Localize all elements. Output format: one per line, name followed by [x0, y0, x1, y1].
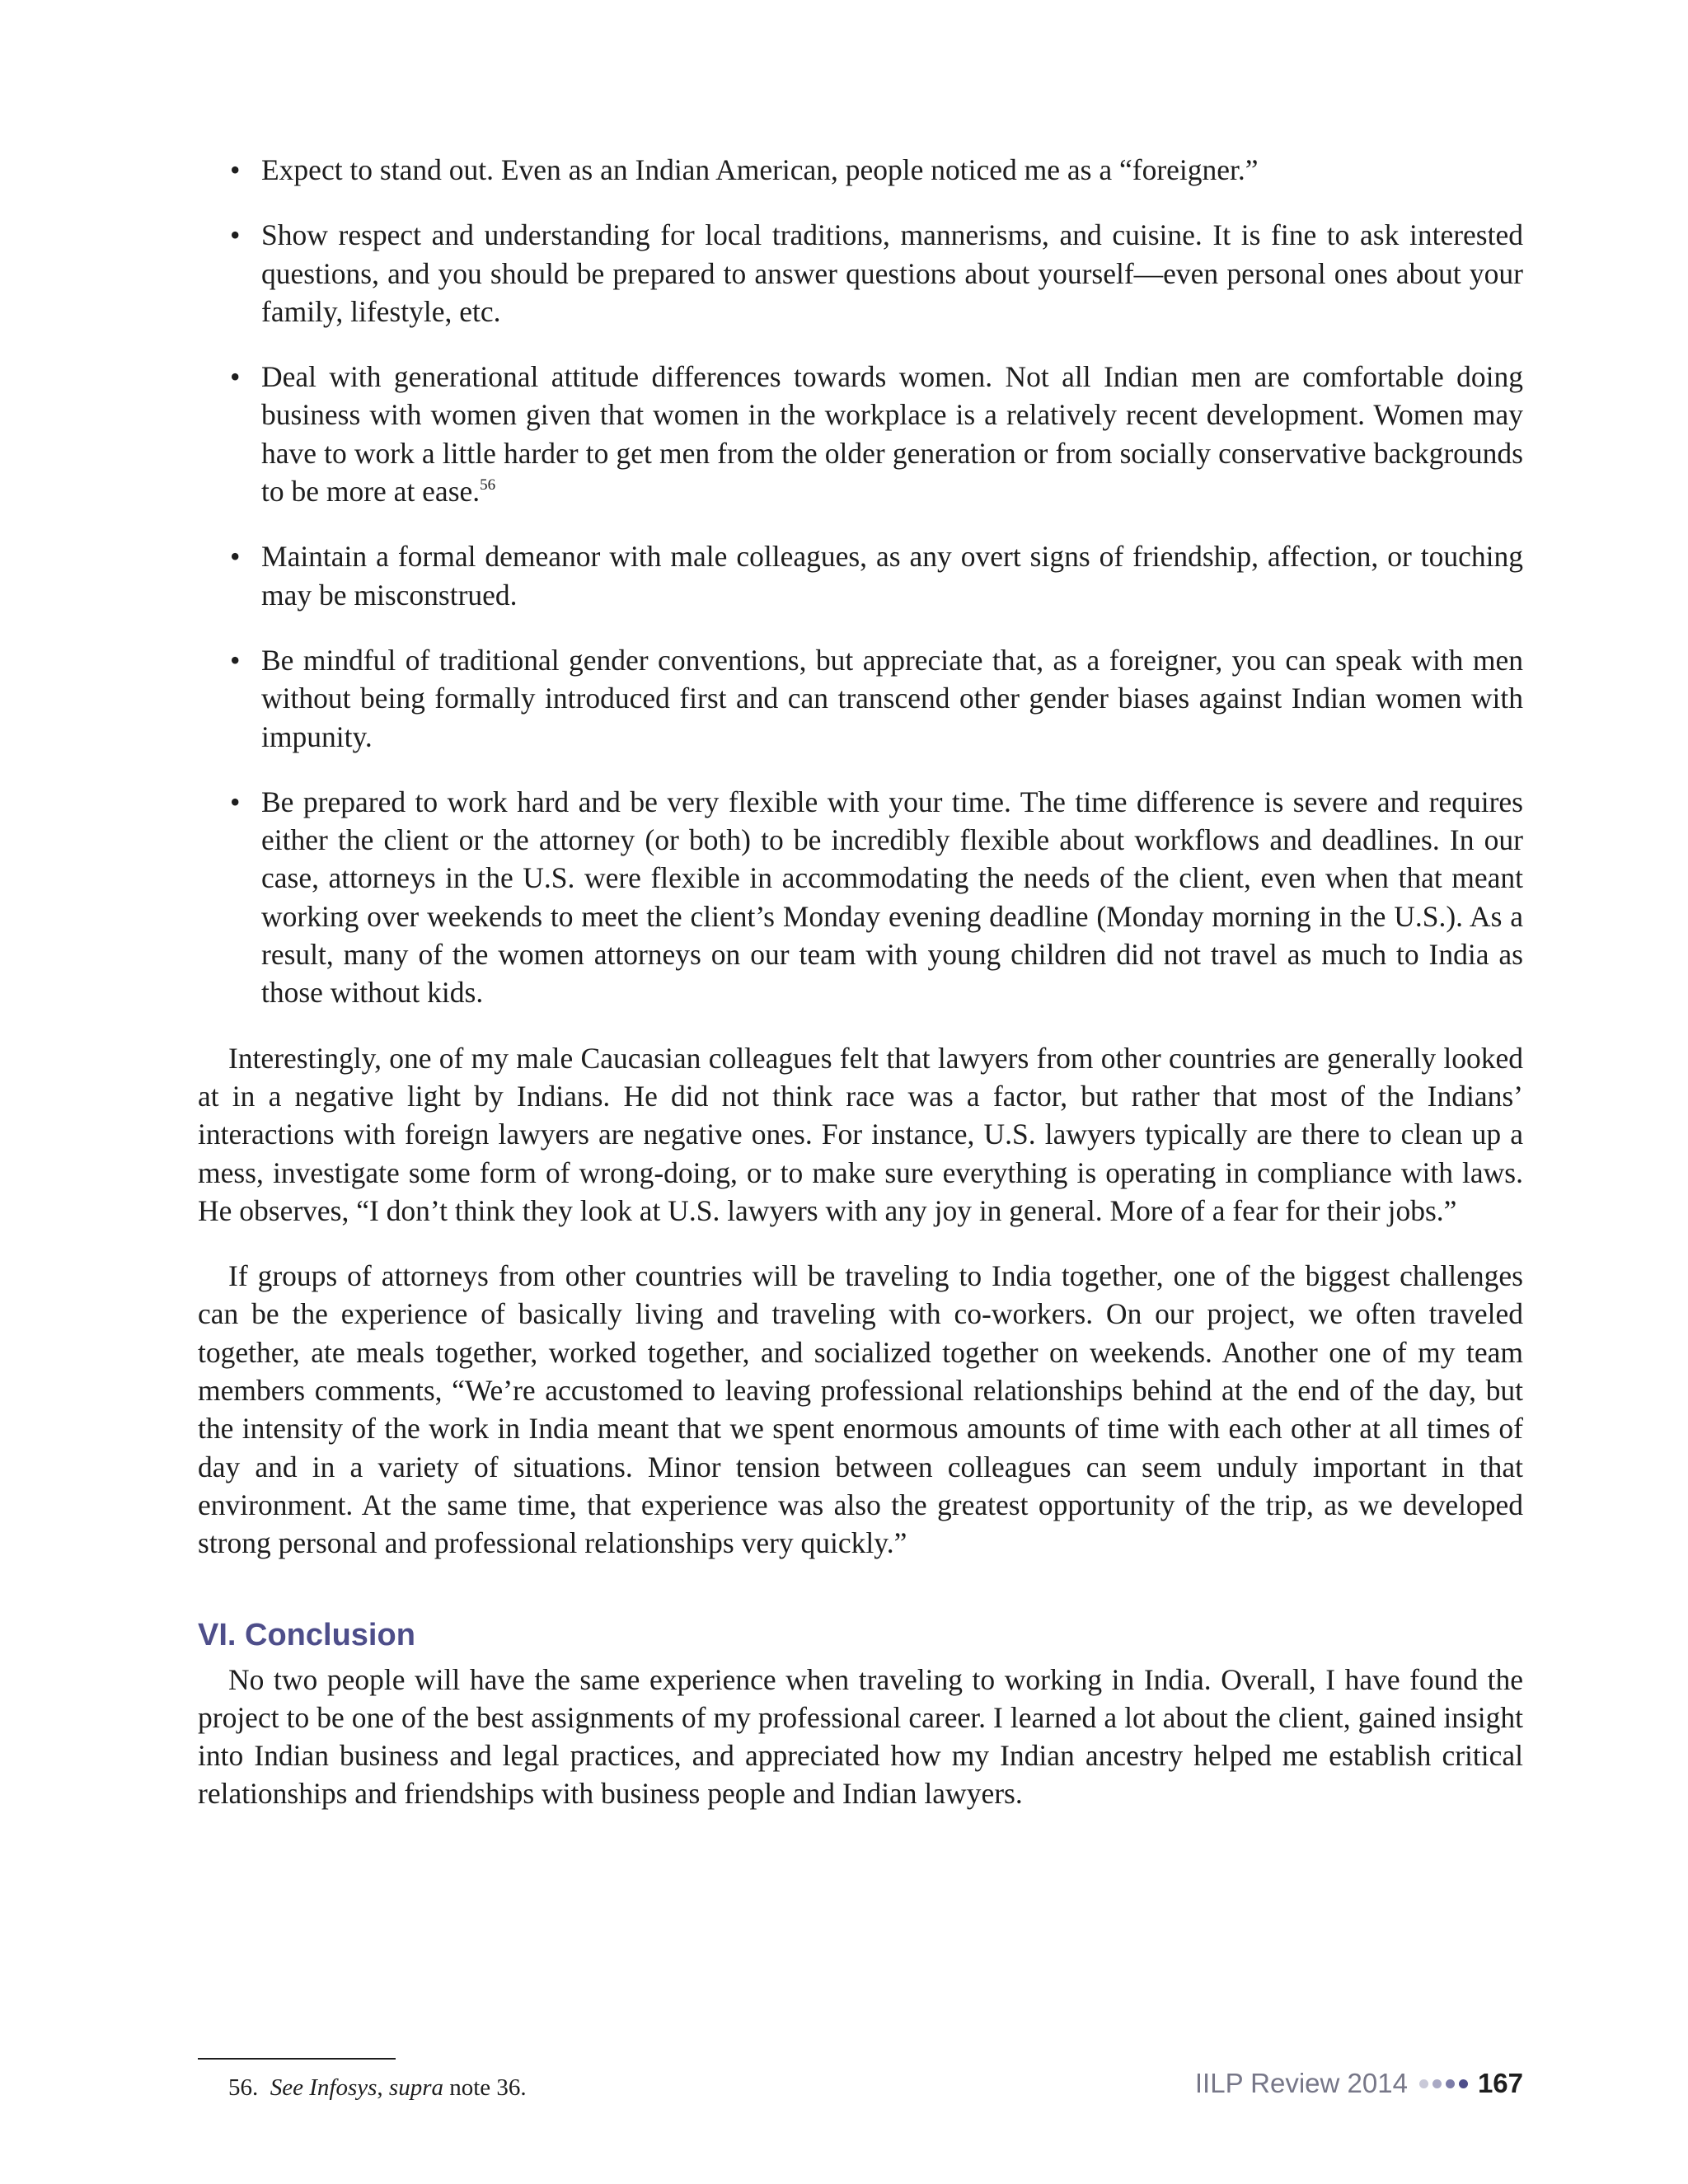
footnote-signal: See [270, 2074, 303, 2101]
dot-icon [1459, 2079, 1468, 2088]
dot-icon [1419, 2079, 1428, 2088]
body-paragraph: Interestingly, one of my male Caucasian colleagues felt that lawyers from other countries are generally looked at in a negative light by Indians. He did not think race was a factor, but rather that most of the Indians’ interactions with foreign lawyers are negative ones. For instance, U.S. lawyers typically are there to clean up a mess, investigate some form of wrong-doing, or to make sure everything is operating in compliance with laws. He observes, “I don’t think they look at U.S. lawyers with any joy in general. More of a fear for their jobs.” [198, 1041, 1523, 1227]
dot-icon [1432, 2079, 1442, 2088]
footnote-supra: supra [388, 2074, 443, 2101]
bullet-item: • Be mindful of traditional gender conventions, but appreciate that, as a foreigner, you can speak with men without being formally introduced first and can transcend other gender biases against Indian women with impunity. [198, 641, 1523, 756]
bullet-item: • Be prepared to work hard and be very flexible with your time. The time difference is severe and requires either the client or the attorney (or both) to be incredibly flexible about workflows and deadlines. In our case, attorneys in the U.S. were flexible in accommodating the needs of the client, even when that meant working over weekends to meet the client’s Monday evening deadline (Monday morning in the U.S.). As a result, many of the women attorneys on our team with young children did not travel as much to India as those without kids. [198, 783, 1523, 1012]
footnote-source: Infosys [309, 2074, 377, 2101]
bullet-item: • Maintain a formal demeanor with male colleagues, as any overt signs of friendship, affection, or touching may be misconstrued. [198, 537, 1523, 614]
footer-dots-ornament [1419, 2079, 1468, 2088]
section-heading: VI. Conclusion [198, 1617, 415, 1652]
body-text [198, 151, 1523, 1840]
bullet-item [198, 358, 1523, 510]
bullet-item-text: Deal with generational attitude differences towards women. Not all Indian men are comfortable doing business with women given that women in the workplace is a relatively recent development. Women may have to work a little harder to get men from the older generation or from socially conservative backgrounds to be more at ease. [261, 360, 1523, 509]
footnote-number: 56. [228, 2074, 259, 2101]
footnote-ref-56[interactable]: 56 [480, 476, 496, 494]
bullet-item: • Expect to stand out. Even as an Indian American, people noticed me as a “foreigner.” [198, 151, 1523, 189]
dot-icon [1446, 2079, 1455, 2088]
page-number: 167 [1477, 2068, 1523, 2098]
footnote-divider [198, 2058, 396, 2060]
bullet-list [198, 151, 1523, 1012]
footnote-note: note 36. [449, 2074, 527, 2101]
body-paragraph: If groups of attorneys from other countries will be traveling to India together, one of the biggest challenges can be the experience of basically living and traveling with co-workers. On our project, we often traveled together, ate meals together, worked together, and socialized together on weekends. Another one of my team members comments, “We’re accustomed to leaving professional relationships behind at the end of the day, but the intensity of the work in India meant that we spent enormous amounts of time with each other at all times of day and in a variety of situations. Minor tension between colleagues can seem unduly important in that environment. At the same time, that experience was also the greatest opportunity of the trip, as we developed strong personal and professional relationships very quickly.” [198, 1259, 1523, 1560]
footnote-56: 56. See Infosys, supra note 36. [228, 2074, 527, 2101]
page-footer [1195, 2065, 1523, 2102]
conclusion-paragraph: No two people will have the same experience when traveling to working in India. Overall, I have found the project to be one of the best assignments of my professional career. I learned a lot about the client, gained insight into Indian business and legal practices, and appreciated how my Indian ancestry helped me establish critical relationships and friendships with business people and Indian lawyers. [198, 1662, 1523, 1811]
publication-title: IILP Review 2014 [1194, 2068, 1408, 2098]
bullet-item: • Show respect and understanding for local traditions, mannerisms, and cuisine. It is fine to ask interested questions, and you should be prepared to answer questions about yourself—even personal ones about your family, lifestyle, etc. [198, 216, 1523, 330]
